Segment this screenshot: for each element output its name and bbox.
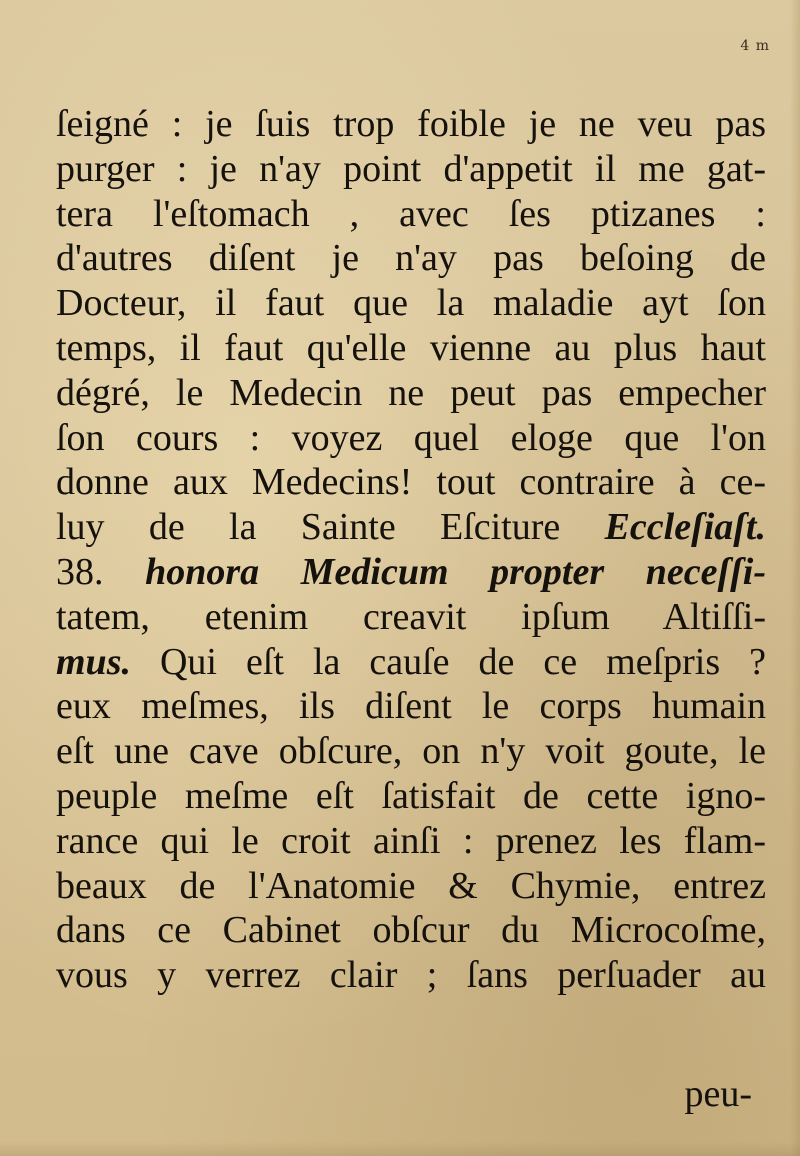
text-line-20: vous y verrez clair ; ſans perſuader au (56, 954, 766, 997)
text-line-19: dans ce Cabinet obſcur du Microcoſme, (56, 909, 766, 952)
text-line-18: beaux de l'Anatomie & Chymie, entrez (56, 864, 766, 907)
body-text (56, 102, 766, 998)
page-edge-shadow (790, 0, 800, 1156)
text-line-6: temps, il faut qu'elle vienne au plus haut (56, 326, 766, 369)
text-line-15: eſt une cave obſcure, on n'y voit goute, le (56, 730, 766, 773)
catchword: peu- (684, 1073, 752, 1115)
text-line-5: Docteur, il faut que la maladie ayt ſon (56, 282, 766, 325)
text-line-13 (56, 640, 766, 685)
text-line-1: ſeigné : je ſuis trop foible je ne veu pas (56, 103, 766, 145)
signature-mark: 4 m (740, 38, 770, 54)
text-line-9: donne aux Medecins! tout contraire à ce- (56, 461, 766, 504)
text-line-7: dégré, le Medecin ne peut pas empecher (56, 371, 766, 414)
text-line-13-roman: Qui eſt la cauſe de ce meſpris ? (159, 640, 766, 683)
text-line-17: rance qui le croit ainſi : prenez les flam- (56, 819, 766, 862)
text-line-3: tera l'eſtomach , avec ſes ptizanes : (56, 192, 766, 235)
page-bottom-shadow (0, 1142, 800, 1156)
text-line-10-roman: luy de la Sainte Eſciture (56, 506, 561, 549)
text-line-8: ſon cours : voyez quel eloge que l'on (56, 416, 766, 459)
text-line-16: peuple meſme eſt ſatisfait de cette igno- (56, 774, 766, 817)
text-line-10 (56, 505, 766, 550)
verse-number: 38. (56, 550, 104, 593)
text-line-4: d'autres diſent je n'ay pas beſoing de (56, 237, 766, 280)
latin-quote-3: mus. (56, 640, 131, 683)
text-line-11 (56, 550, 766, 595)
latin-quote-2: tatem, etenim creavit ipſum Altiſſi- (56, 595, 766, 638)
latin-quote-1: honora Medicum propter neceſſi- (145, 550, 767, 593)
text-line-14: eux meſmes, ils diſent le corps humain (56, 685, 766, 728)
text-line-2: purger : je n'ay point d'appetit il me gat- (56, 147, 766, 190)
citation-ecclesiast: Eccleſiaſt. (604, 506, 766, 549)
